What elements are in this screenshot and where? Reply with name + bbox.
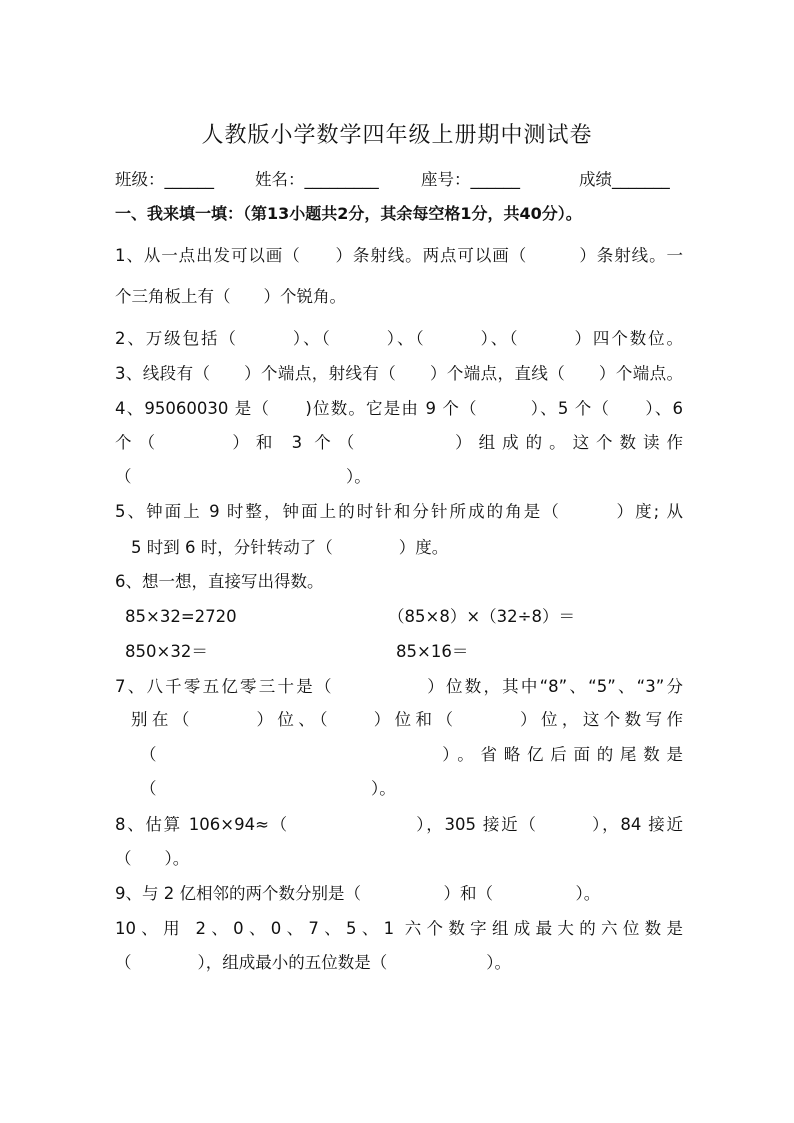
- question-10-line-1: 10、用 2、0、0、7、5、1 六个数字组成最大的六位数是: [115, 919, 683, 938]
- question-6-item-d: 85×16＝: [396, 642, 469, 661]
- question-4-line-1: 4、95060030 是（ )位数。它是由 9 个（ ）、5 个（ ）、6: [115, 399, 683, 418]
- question-9: 9、与 2 亿相邻的两个数分别是（ ）和（ ）。: [115, 884, 601, 903]
- page-title: 人教版小学数学四年级上册期中测试卷: [201, 123, 593, 148]
- question-5-line-1: 5、钟面上 9 时整，钟面上的时针和分针所成的角是（ ）度; 从: [115, 502, 683, 521]
- question-8-line-2: （ ）。: [115, 849, 190, 868]
- question-2: 2、万级包括（ ）、（ ）、（ ）、（ ）四个数位。: [115, 329, 683, 348]
- question-4-line-2: 个（ ）和 3 个（ ）组成的。这个数读作: [115, 433, 683, 452]
- question-7-line-2: 别在（ ）位、（ ）位和（ ）位，这个数写作: [131, 710, 683, 729]
- section-heading: 一、我来填一填：（第13小题共2分，其余每空格1分，共40分）。: [115, 204, 582, 223]
- score-field: 成绩_______: [579, 170, 670, 189]
- question-7-line-1: 7、八千零五亿零三十是（ ）位数，其中“8”、“5”、“3”分: [115, 677, 683, 696]
- question-6-item-b: （85×8）×（32÷8）＝: [388, 607, 575, 626]
- question-10-line-2: （ ），组成最小的五位数是（ ）。: [115, 953, 511, 972]
- question-7-line-4: （ ）。: [140, 779, 396, 798]
- class-field: 班级：______: [115, 170, 214, 189]
- question-8-line-1: 8、估算 106×94≈（ ），305 接近（ ），84 接近: [115, 815, 683, 834]
- question-6-item-c: 850×32＝: [125, 642, 208, 661]
- question-1-line-2: 个三角板上有（ ）个锐角。: [115, 287, 346, 306]
- question-6-heading: 6、想一想，直接写出得数。: [115, 572, 324, 591]
- question-5-line-2: 5 时到 6 时，分针转动了（ ）度。: [131, 538, 449, 557]
- question-1-line-1: 1、从一点出发可以画（ ）条射线。两点可以画（ ）条射线。一: [115, 246, 683, 265]
- question-4-line-3: （ ）。: [115, 467, 371, 486]
- name-field: 姓名：_________: [255, 170, 379, 189]
- seat-field: 座号：______: [421, 170, 520, 189]
- question-6-item-a: 85×32=2720: [125, 607, 237, 626]
- question-7-line-3: （ ）。省略亿后面的尾数是: [140, 745, 683, 764]
- question-3: 3、线段有（ ）个端点，射线有（ ）个端点，直线（ ）个端点。: [115, 364, 683, 383]
